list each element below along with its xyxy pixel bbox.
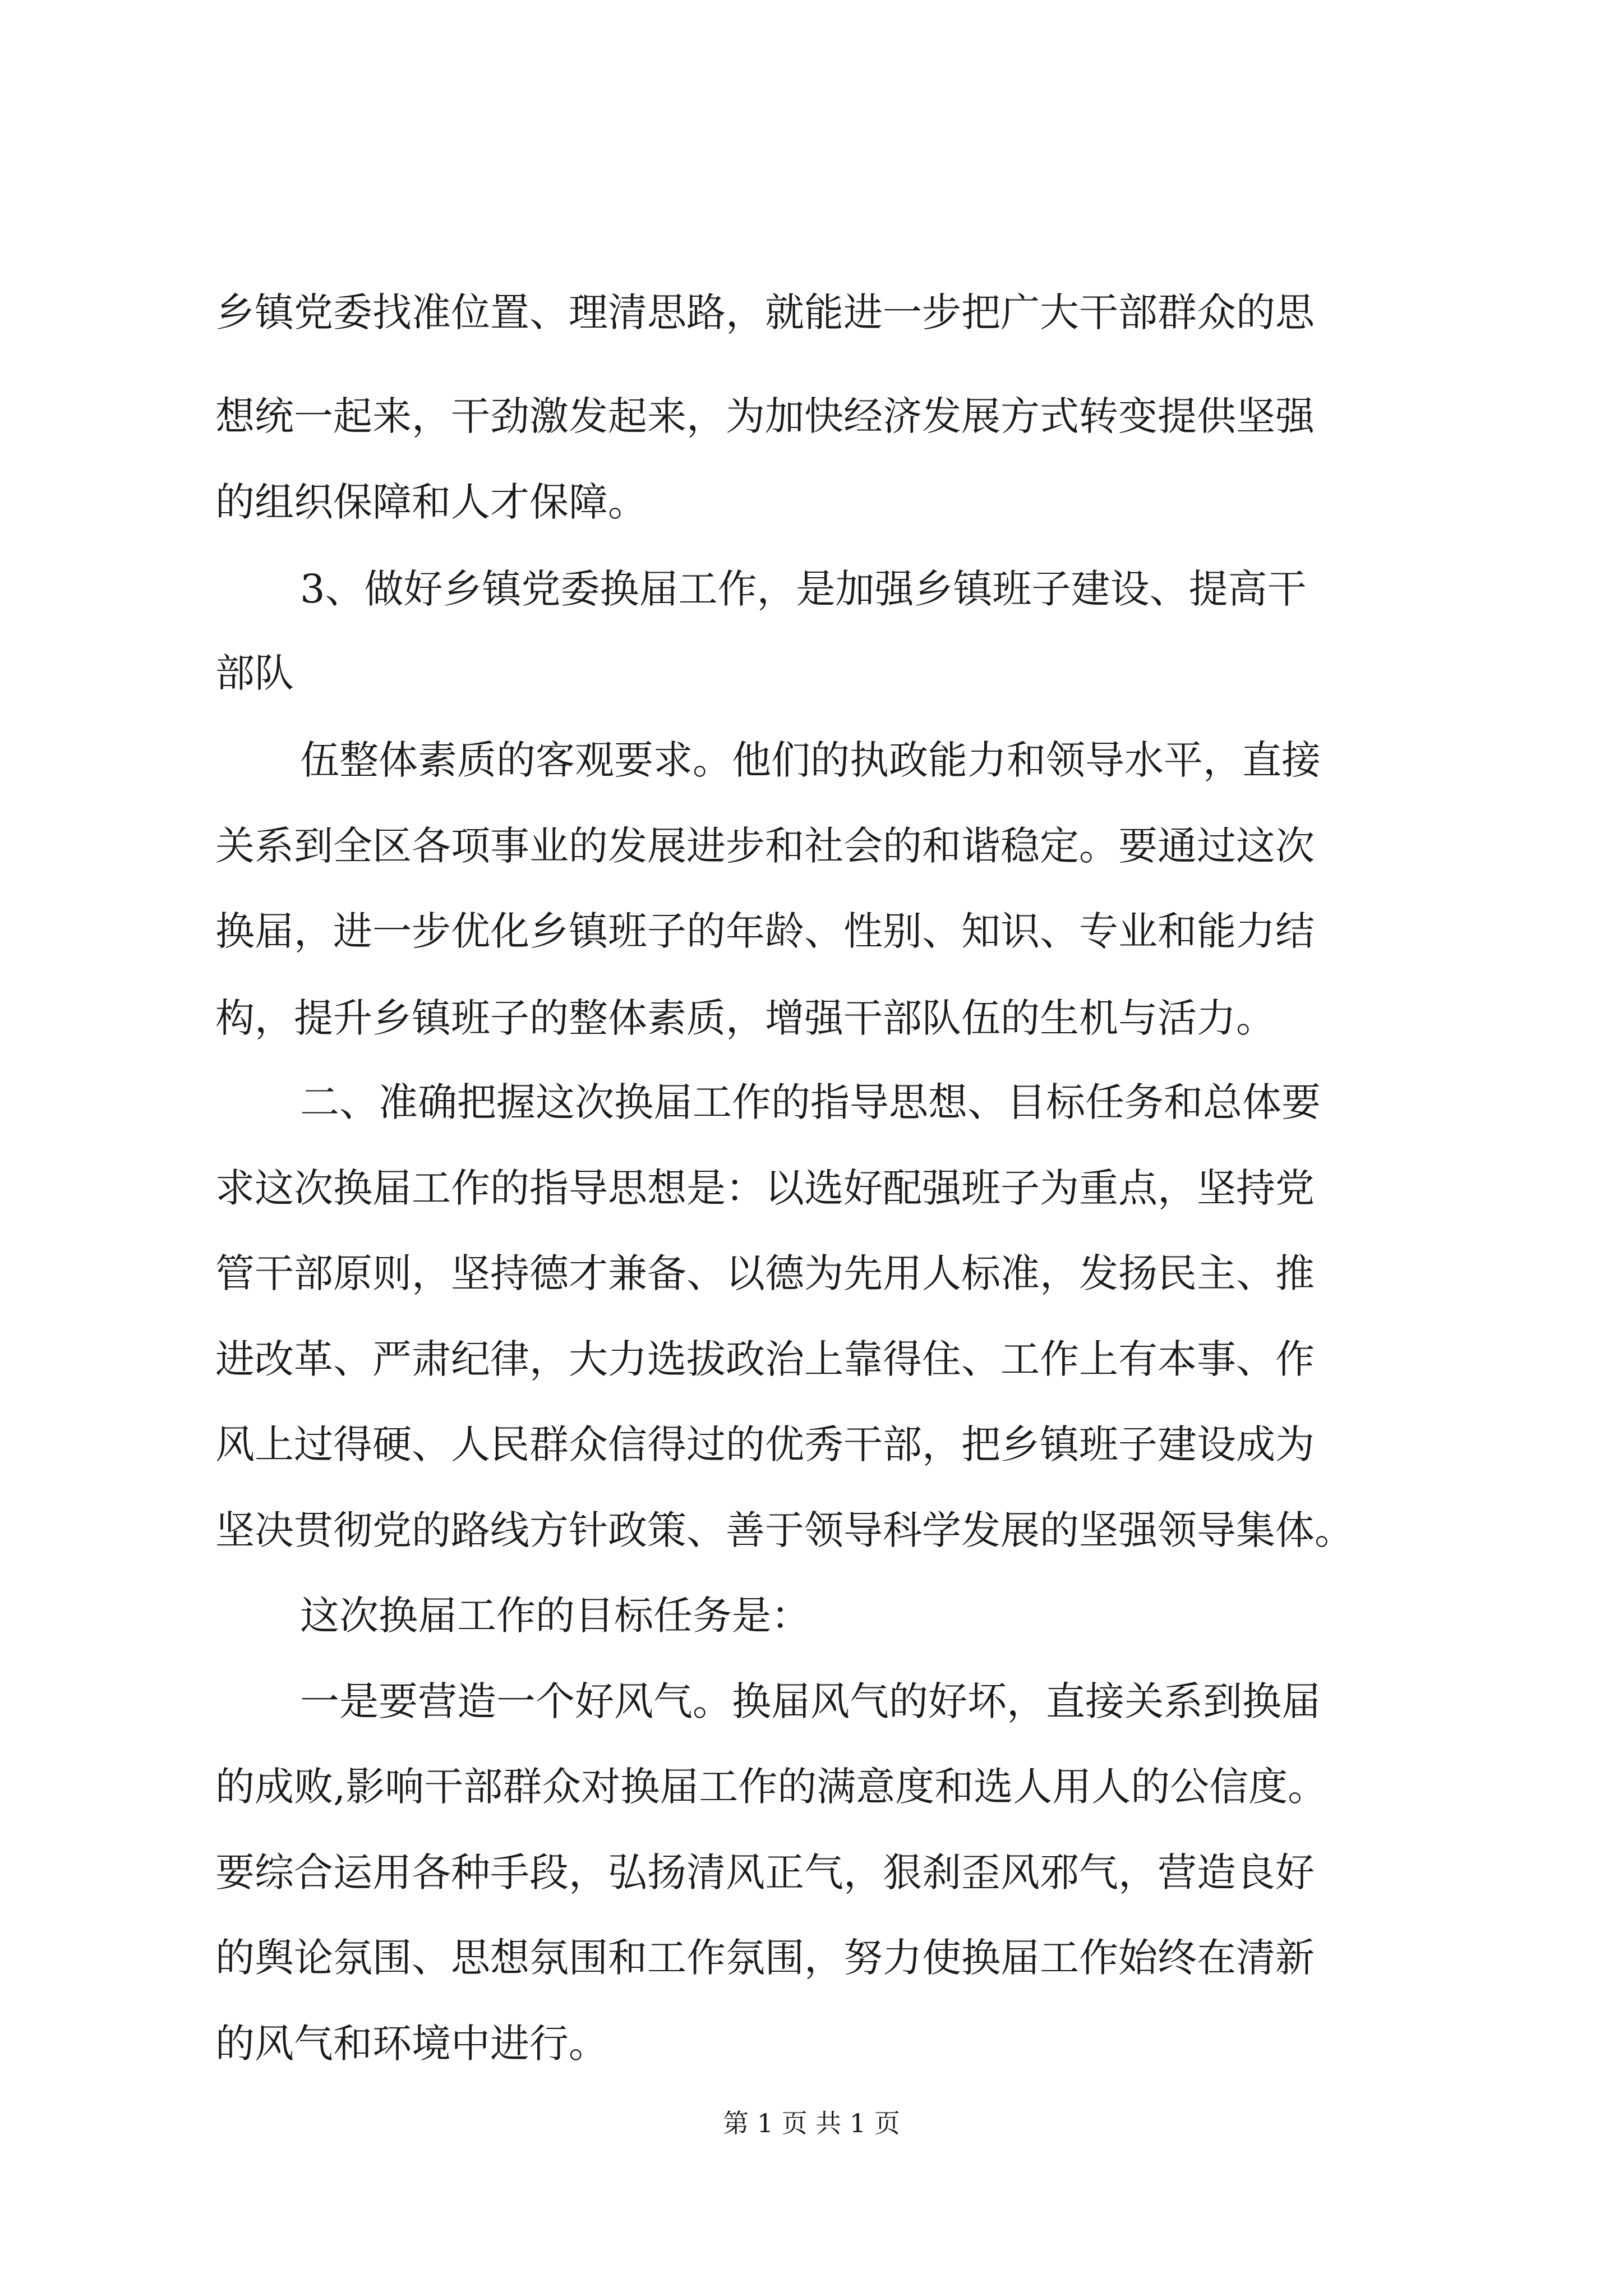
text-line: 进改革、严肃纪律，大力选拔政治上靠得住、工作上有本事、作 [215, 1336, 1315, 1382]
text-line: 一是要营造一个好风气。换届风气的好坏，直接关系到换届 [300, 1678, 1321, 1724]
text-line: 求这次换届工作的指导思想是：以选好配强班子为重点，坚持党 [215, 1165, 1315, 1211]
text-line: 乡镇党委找准位置、理清思路，就能进一步把广大干部群众的思 [215, 289, 1315, 335]
text-line: 的成败,影响干部群众对换届工作的满意度和选人用人的公信度。 [215, 1764, 1327, 1810]
page-footer: 第 1 页 共 1 页 [723, 2108, 900, 2138]
text-line: 这次换届工作的目标任务是： [300, 1593, 810, 1639]
text-line: 构，提升乡镇班子的整体素质，增强干部队伍的生机与活力。 [215, 995, 1275, 1041]
text-line: 风上过得硬、人民群众信得过的优秀干部，把乡镇班子建设成为 [215, 1421, 1315, 1467]
text-line: 换届，进一步优化乡镇班子的年龄、性别、知识、专业和能力结 [215, 908, 1315, 954]
text-line: 二、准确把握这次换届工作的指导思想、目标任务和总体要 [300, 1079, 1321, 1125]
text-line: 的组织保障和人才保障。 [215, 479, 647, 525]
text-line: 想统一起来，干劲激发起来，为加快经济发展方式转变提供坚强 [215, 393, 1315, 439]
text-line: 关系到全区各项事业的发展进步和社会的和谐稳定。要通过这次 [215, 823, 1315, 869]
text-line: 坚决贯彻党的路线方针政策、善于领导科学发展的坚强领导集体。 [215, 1507, 1354, 1553]
text-line: 3、做好乡镇党委换届工作，是加强乡镇班子建设、提高干 [300, 566, 1307, 612]
text-line: 的风气和环境中进行。 [215, 2021, 608, 2067]
text-line: 的舆论氛围、思想氛围和工作氛围，努力使换届工作始终在清新 [215, 1935, 1315, 1981]
text-line: 伍整体素质的客观要求。他们的执政能力和领导水平，直接 [300, 737, 1321, 783]
text-line: 部队 [215, 650, 294, 696]
text-line: 管干部原则，坚持德才兼备、以德为先用人标准，发扬民主、推 [215, 1250, 1315, 1296]
text-line: 要综合运用各种手段，弘扬清风正气，狠刹歪风邪气，营造良好 [215, 1849, 1315, 1895]
